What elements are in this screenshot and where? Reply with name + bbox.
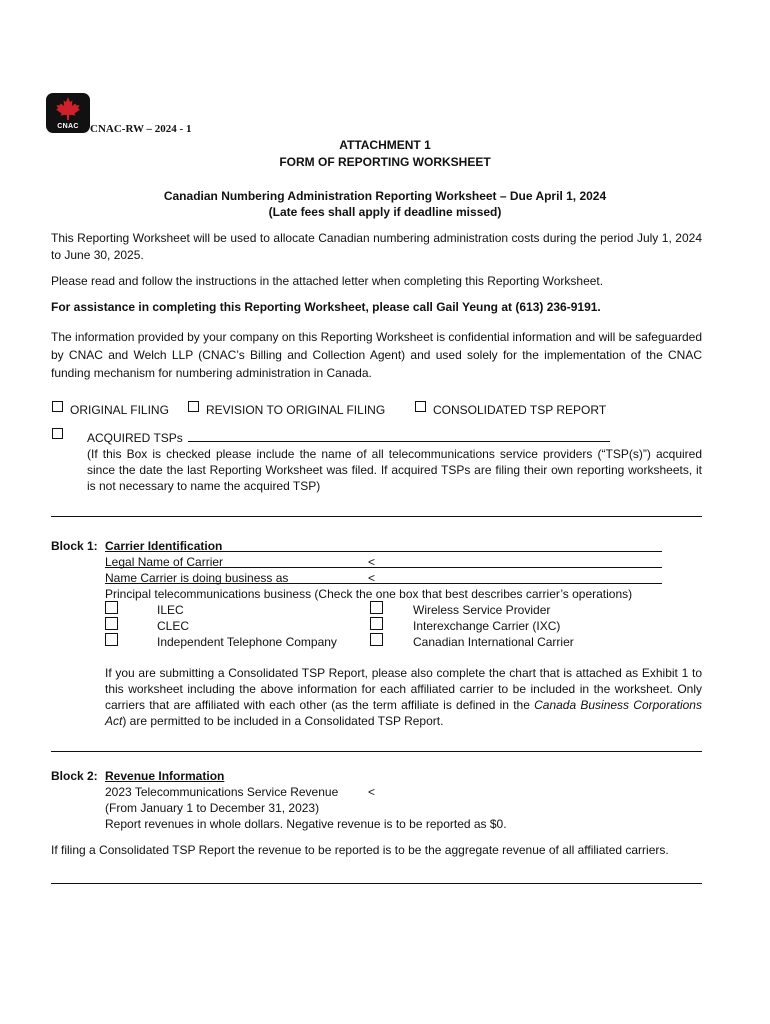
revision-filing-label: REVISION TO ORIGINAL FILING [206,403,386,417]
original-filing-checkbox[interactable] [52,401,63,412]
block2-title: Revenue Information [105,769,225,783]
block1-label: Block 1: [51,539,98,553]
cnac-logo [46,93,90,133]
revenue-period: (From January 1 to December 31, 2023) [105,801,320,815]
revenue-instruction: Report revenues in whole dollars. Negative revenue is to be reported as $0. [105,817,507,831]
independent-telephone-label: Independent Telephone Company [157,635,337,649]
acquired-tsps-label: ACQUIRED TSPs [87,431,183,445]
wireless-label: Wireless Service Provider [413,603,551,617]
block1-title: Carrier Identification [105,539,223,553]
acquired-tsps-checkbox[interactable] [52,428,63,439]
business-name-field[interactable] [105,583,662,584]
assistance-paragraph: For assistance in completing this Reporting Worksheet, please call Gail Yeung at (613) 236-9191. [51,300,601,314]
international-carrier-checkbox[interactable] [370,633,383,646]
legal-name-marker: < [368,555,376,569]
independent-telephone-checkbox[interactable] [105,633,118,646]
section-divider [51,516,702,517]
confidentiality-paragraph: The information provided by your company on this Reporting Worksheet is confidential information and will be safeguarded by CNAC and Welch LLP (CNAC’s Billing and Collection Agent) and used solely for the implementation of the CNAC funding mechanism for numbering administration in Canada. [51,330,702,380]
intro-paragraph-1: This Reporting Worksheet will be used to allocate Canadian numbering administration costs during the period July 1, 2024 to June 30, 2025. [51,231,702,262]
maple-leaf-icon [55,96,81,122]
ilec-checkbox[interactable] [105,601,118,614]
acquired-tsps-field[interactable] [188,441,610,442]
logo-text: CNAC [57,123,79,130]
form-code: CNAC-RW – 2024 - 1 [90,123,192,135]
worksheet-subtitle: Canadian Numbering Administration Reporting Worksheet – Due April 1, 2024 [163,189,607,203]
section-divider [51,751,702,752]
clec-checkbox[interactable] [105,617,118,630]
acquired-tsps-note: (If this Box is checked please include the name of all telecommunications service providers (“TSP(s)”) acquired since the date the last Reporting Worksheet was filed. If acquired TSPs are filing their own reporting worksheets, it is not necessary to name the acquired TSP) [87,447,702,493]
attachment-title: ATTACHMENT 1 [339,138,431,152]
consolidated-revenue-note: If filing a Consolidated TSP Report the revenue to be reported is to be the aggregate revenue of all affiliated carriers. [51,843,669,857]
consolidated-report-label: CONSOLIDATED TSP REPORT [433,403,607,417]
original-filing-label: ORIGINAL FILING [70,403,169,417]
principal-business-label: Principal telecommunications business (Check the one box that best describes carrier’s operations) [105,587,633,601]
ixc-label: Interexchange Carrier (IXC) [413,619,561,633]
consolidated-report-checkbox[interactable] [415,401,426,412]
ixc-checkbox[interactable] [370,617,383,630]
business-name-label: Name Carrier is doing business as [105,571,289,585]
late-fees-note: (Late fees shall apply if deadline missed) [268,205,502,219]
legal-name-label: Legal Name of Carrier [105,555,224,569]
legal-name-field[interactable] [105,567,662,568]
block2-label: Block 2: [51,769,98,783]
revision-filing-checkbox[interactable] [188,401,199,412]
international-carrier-label: Canadian International Carrier [413,635,574,649]
consolidated-report-note [105,665,702,729]
section-divider [51,883,702,884]
business-name-marker: < [368,571,376,585]
clec-label: CLEC [157,619,190,633]
block1-title-underline [105,551,662,552]
intro-paragraph-2: Please read and follow the instructions in the attached letter when completing this Reporting Worksheet. [51,274,604,288]
revenue-label: 2023 Telecommunications Service Revenue [105,785,339,799]
note-text-2: ) are permitted to be included in a Consolidated TSP Report. [122,714,444,728]
wireless-checkbox[interactable] [370,601,383,614]
revenue-field-marker[interactable]: < [368,785,376,799]
ilec-label: ILEC [157,603,184,617]
form-title: FORM OF REPORTING WORKSHEET [279,155,491,169]
note-text-1: If you are submitting a Consolidated TSP Report, please also complete the chart that is attached as Exhibit 1 to this worksheet including the above information for each affiliated carrier to be included in the worksheet. Only carriers that are affiliated with each other (as the term affiliate is defined in the [105,666,702,712]
note-act-name: Canada Business Corporations Act [105,698,702,728]
